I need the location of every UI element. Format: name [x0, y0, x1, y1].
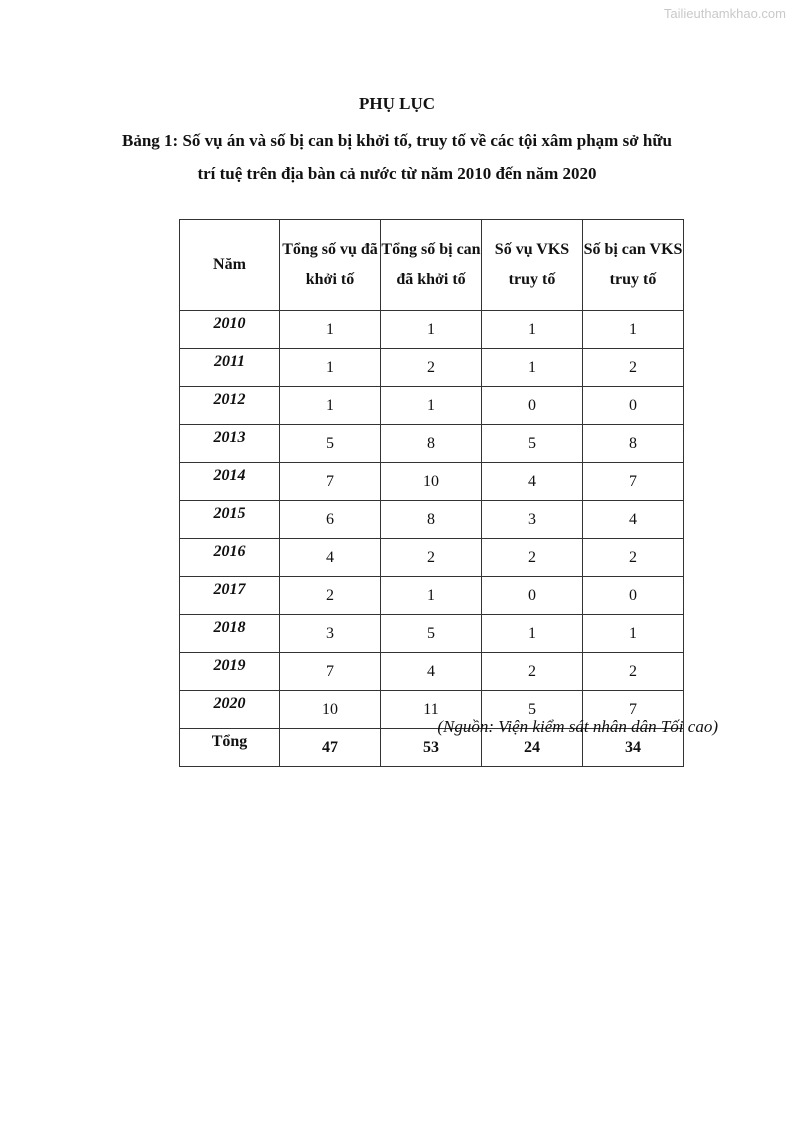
cell-total-cases: 5 [280, 425, 381, 463]
cell-total-cases: 1 [280, 387, 381, 425]
table-row [180, 539, 684, 577]
cell-defendants-prosecuted: 2 [583, 539, 684, 577]
cell-total-cases: 4 [280, 539, 381, 577]
watermark: Tailieuthamkhao.com [663, 6, 786, 21]
header-total-defendants: Tổng số bị can đã khởi tố [381, 220, 482, 311]
appendix-heading: PHỤ LỤC [358, 94, 436, 113]
table-title: Bảng 1: Số vụ án và số bị can bị khởi tố, truy tố về các tội xâm phạm sở hữu trí tuệ trên địa bàn cả nước từ năm 2010 đến năm 2020 [122, 131, 672, 183]
cell-defendants-prosecuted: 7 [583, 463, 684, 501]
cell-defendants-prosecuted: 7 [583, 691, 684, 729]
header-total-cases: Tổng số vụ đã khởi tố [280, 220, 381, 311]
cell-cases-prosecuted: 0 [482, 387, 583, 425]
cell-defendants-prosecuted: 4 [583, 501, 684, 539]
cell-total-defendants: 8 [381, 425, 482, 463]
cell-cases-prosecuted: 0 [482, 577, 583, 615]
cell-defendants-prosecuted: 2 [583, 653, 684, 691]
cell-total-cases: 1 [280, 311, 381, 349]
cell-year: 2010 [180, 311, 280, 349]
total-total-defendants: 53 [381, 729, 482, 767]
cell-year: 2017 [180, 577, 280, 615]
cell-total-cases: 2 [280, 577, 381, 615]
cell-total-defendants: 11 [381, 691, 482, 729]
statistics-table [179, 219, 684, 767]
cell-cases-prosecuted: 4 [482, 463, 583, 501]
cell-cases-prosecuted: 1 [482, 615, 583, 653]
table-row [180, 577, 684, 615]
cell-total-defendants: 2 [381, 539, 482, 577]
cell-year: 2014 [180, 463, 280, 501]
cell-cases-prosecuted: 1 [482, 311, 583, 349]
cell-total-cases: 1 [280, 349, 381, 387]
total-label: Tổng [180, 729, 280, 767]
cell-total-cases: 7 [280, 653, 381, 691]
cell-defendants-prosecuted: 1 [583, 615, 684, 653]
cell-year: 2019 [180, 653, 280, 691]
cell-year: 2018 [180, 615, 280, 653]
cell-total-defendants: 4 [381, 653, 482, 691]
cell-cases-prosecuted: 2 [482, 539, 583, 577]
table-row [180, 349, 684, 387]
cell-year: 2020 [180, 691, 280, 729]
cell-cases-prosecuted: 2 [482, 653, 583, 691]
cell-total-defendants: 10 [381, 463, 482, 501]
cell-defendants-prosecuted: 8 [583, 425, 684, 463]
cell-total-cases: 6 [280, 501, 381, 539]
cell-defendants-prosecuted: 1 [583, 311, 684, 349]
table-body [180, 311, 684, 767]
cell-total-defendants: 5 [381, 615, 482, 653]
cell-total-cases: 10 [280, 691, 381, 729]
cell-total-defendants: 1 [381, 387, 482, 425]
table-header-row [180, 220, 684, 311]
table-row [180, 311, 684, 349]
table-row [180, 425, 684, 463]
cell-defendants-prosecuted: 2 [583, 349, 684, 387]
cell-year: 2013 [180, 425, 280, 463]
total-defendants-prosecuted: 34 [583, 729, 684, 767]
cell-defendants-prosecuted: 0 [583, 387, 684, 425]
table-row [180, 501, 684, 539]
total-cases-prosecuted: 24 [482, 729, 583, 767]
header-defendants-prosecuted: Số bị can VKS truy tố [583, 220, 684, 311]
cell-defendants-prosecuted: 0 [583, 577, 684, 615]
cell-total-cases: 3 [280, 615, 381, 653]
table-row [180, 463, 684, 501]
cell-total-defendants: 1 [381, 577, 482, 615]
cell-year: 2016 [180, 539, 280, 577]
source-note: (Nguồn: Viện kiểm sát nhân dân Tối cao) [437, 717, 718, 736]
table-row [180, 615, 684, 653]
cell-total-cases: 7 [280, 463, 381, 501]
cell-year: 2011 [180, 349, 280, 387]
cell-total-defendants: 8 [381, 501, 482, 539]
cell-total-defendants: 1 [381, 311, 482, 349]
table-row [180, 653, 684, 691]
header-cases-prosecuted: Số vụ VKS truy tố [482, 220, 583, 311]
cell-cases-prosecuted: 1 [482, 349, 583, 387]
cell-year: 2015 [180, 501, 280, 539]
cell-total-defendants: 2 [381, 349, 482, 387]
cell-cases-prosecuted: 5 [482, 425, 583, 463]
header-year: Năm [180, 220, 280, 311]
cell-cases-prosecuted: 5 [482, 691, 583, 729]
table-row [180, 387, 684, 425]
total-total-cases: 47 [280, 729, 381, 767]
cell-cases-prosecuted: 3 [482, 501, 583, 539]
cell-year: 2012 [180, 387, 280, 425]
